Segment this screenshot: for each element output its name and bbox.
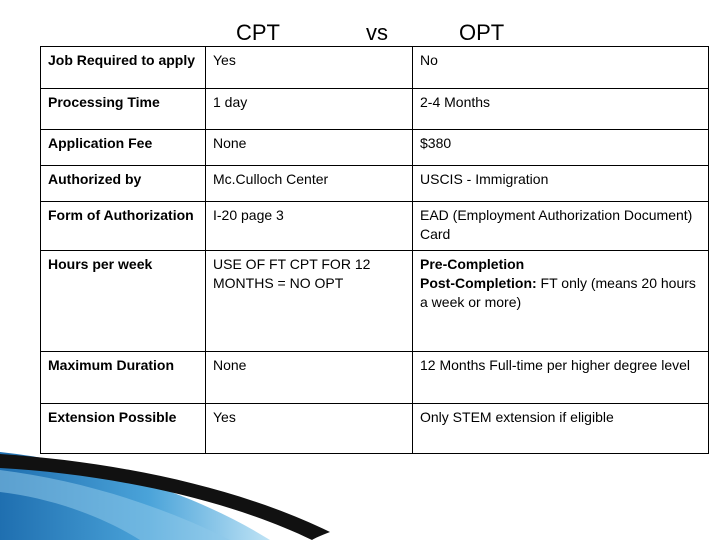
cpt-cell: Mc.Culloch Center <box>206 166 413 202</box>
opt-cell: 12 Months Full-time per higher degree level <box>413 352 709 404</box>
opt-cell: EAD (Employment Authorization Document) Card <box>413 202 709 251</box>
pre-completion-label: Pre-Completion <box>420 256 525 272</box>
row-label: Application Fee <box>41 130 206 166</box>
opt-cell: $380 <box>413 130 709 166</box>
opt-cell: No <box>413 47 709 89</box>
cpt-cell: None <box>206 130 413 166</box>
cpt-cell: Yes <box>206 47 413 89</box>
row-label: Authorized by <box>41 166 206 202</box>
title-opt: OPT <box>459 20 505 45</box>
cpt-cell: USE OF FT CPT FOR 12 MONTHS = NO OPT <box>206 251 413 352</box>
post-completion-detail: FT only (means 20 hours a week or more) <box>420 275 696 310</box>
cpt-cell: None <box>206 352 413 404</box>
cpt-cell: Yes <box>206 404 413 454</box>
title-cpt: CPT <box>236 20 280 45</box>
row-label: Job Required to apply <box>41 47 206 89</box>
row-label: Extension Possible <box>41 404 206 454</box>
cpt-cell: I-20 page 3 <box>206 202 413 251</box>
row-label: Hours per week <box>41 251 206 352</box>
cpt-cell: 1 day <box>206 89 413 130</box>
row-label: Form of Authorization <box>41 202 206 251</box>
title-vs: vs <box>366 20 388 45</box>
row-label: Maximum Duration <box>41 352 206 404</box>
opt-cell: Only STEM extension if eligible <box>413 404 709 454</box>
opt-cell: 2-4 Months <box>413 89 709 130</box>
post-completion-label: Post-Completion: <box>420 275 537 291</box>
row-label: Processing Time <box>41 89 206 130</box>
opt-cell: USCIS - Immigration <box>413 166 709 202</box>
